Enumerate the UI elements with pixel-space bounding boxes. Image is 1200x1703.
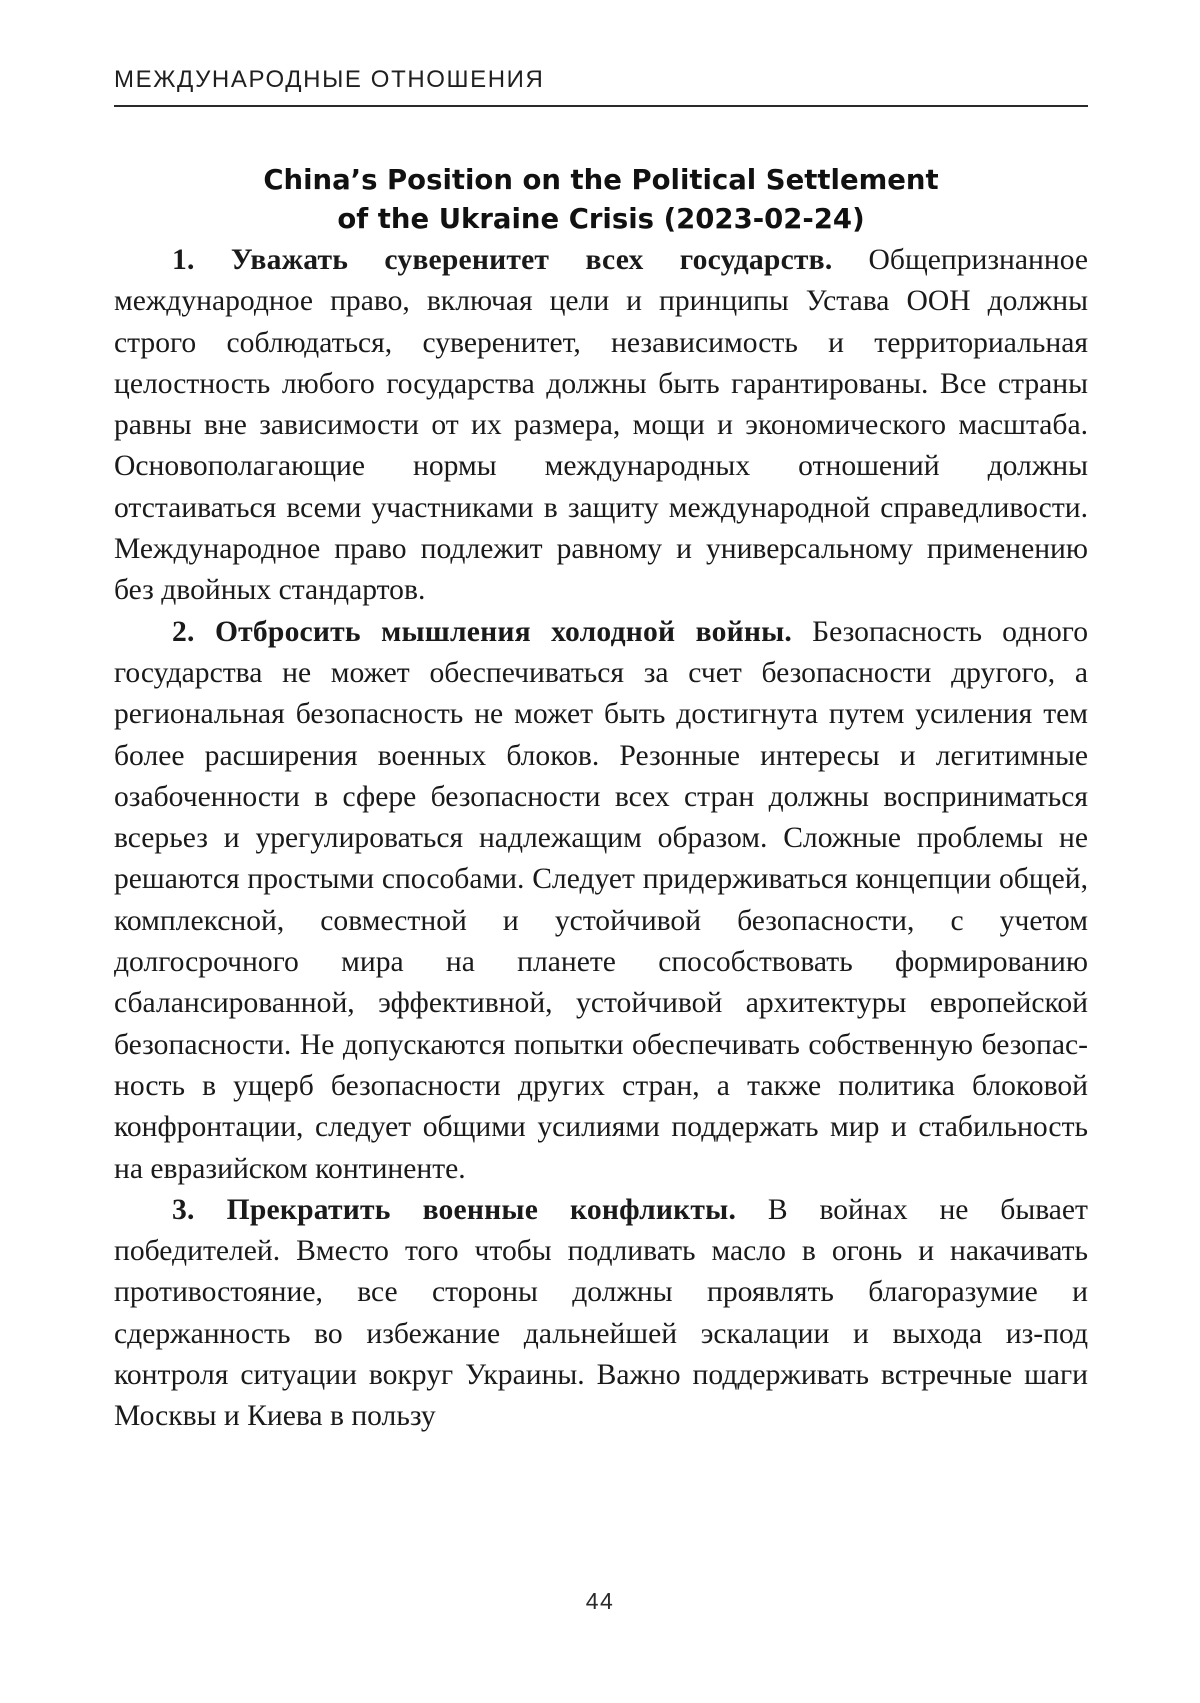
document-title (114, 161, 1088, 239)
paragraph-2 (114, 612, 1088, 1190)
paragraph-1 (114, 240, 1088, 612)
paragraph-1-text: Общепризнанное международное право, включая цели и принципы Устава ООН должны строго соблюдаться, суверенитет, независимость и территориальная целостность любого государства должны быть гарантированы. Все страны равны вне зависимости от их размера, мощи и экономического масштаба. Основополагающие нормы международных отношений должны отстаиваться всеми участниками в защиту международной справедливости. Международное право подлежит равному и универсальному применению без двойных стандартов. (114, 244, 1088, 607)
document-body (114, 240, 1088, 1438)
page-number: 44 (585, 1588, 615, 1614)
paragraph-3-lead: 3. Прекратить военные конфликты. (172, 1193, 737, 1226)
header-rule (114, 105, 1088, 107)
document-title-line-2: of the Ukraine Crisis (2023-02-24) (337, 203, 865, 235)
paragraph-2-text: Безопасность одного государства не может обеспечиваться за счет безопасности другого, а региональная безопасность не может быть достигнута путем усиления тем более расширения военных блоков. Резонные интересы и легитимные озабоченности в сфере безопасности всех стран должны восприниматься всерьез и урегулироваться надлежащим образом. Сложные проблемы не решаются простыми способами. Следует придерживаться концепции общей, комплексной, совместной и устойчивой безопасности, с учетом долгосрочного мира на планете способствовать формированию сбалансированной, эффективной, устойчивой архитектуры европейской безопасности. Не допускаются попытки обеспечивать собственную безопасность в ущерб безопасности других стран, а также политика блоковой конфронтации, следует общими усилиями поддержать мир и стабильность на евразийском континенте. (114, 615, 1088, 1185)
paragraph-1-lead: 1. Уважать суверенитет всех государств. (172, 244, 833, 276)
paragraph-3-text: В войнах не бывает победителей. Вместо того чтобы подливать масло в огонь и накачивать противостояние, все стороны должны проявлять благоразумие и сдержанность во избежание дальнейшей эскалации и выхода из-под контроля ситуации вокруг Украины. Важно поддерживать встречные шаги Москвы и Киева в пользу (114, 1193, 1088, 1433)
paragraph-3 (114, 1190, 1088, 1438)
document-title-line-1: China’s Position on the Political Settlement (263, 164, 939, 196)
running-header: МЕЖДУНАРОДНЫЕ ОТНОШЕНИЯ (114, 66, 545, 93)
paragraph-2-lead: 2. Отбросить мышления холодной войны. (172, 615, 792, 648)
